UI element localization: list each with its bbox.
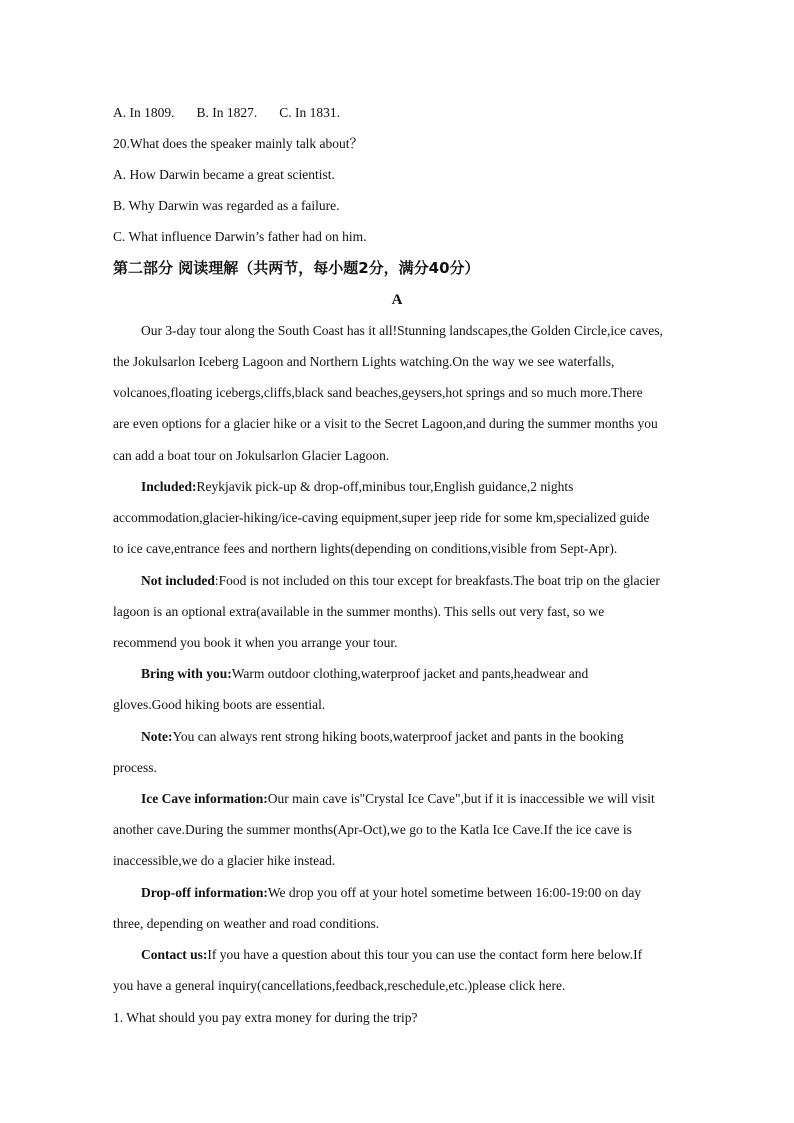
section-heading: 第二部分 阅读理解（共两节，每小题2分，满分40分） [113,259,480,277]
q20-option-b: B. Why Darwin was regarded as a failure. [113,198,340,213]
bring-label: Bring with you: [141,666,232,681]
q19-option-a: A. In 1809. [113,105,175,120]
q20-question: 20.What does the speaker mainly talk about？ [113,136,364,151]
q19-options [113,104,340,122]
contact-line: you have a general inquiry(cancellations,feedback,reschedule,etc.)please click here. [113,978,566,993]
ice-cave-line: another cave.During the summer months(Apr-Oct),we go to the Katla Ice Cave.If the ice cave is [113,822,632,837]
contact-line: Contact us:If you have a question about this tour you can use the contact form here below.If [141,947,643,962]
intro-line: volcanoes,floating icebergs,cliffs,black sand beaches,geysers,hot springs and so much more.There [113,385,643,400]
included-label: Included: [141,479,197,494]
included-line: to ice cave,entrance fees and northern lights(depending on conditions,visible from Sept-Apr). [113,541,618,556]
drop-off-label: Drop-off information: [141,885,268,900]
not-included-line: lagoon is an optional extra(available in the summer months). This sells out very fast, so we [113,604,605,619]
included-line: Included:Reykjavik pick-up & drop-off,minibus tour,English guidance,2 nights [141,479,574,494]
q20-option-c: C. What influence Darwin’s father had on him. [113,229,367,244]
q20-option-a: A. How Darwin became a great scientist. [113,167,335,182]
intro-line: the Jokulsarlon Iceberg Lagoon and Northern Lights watching.On the way we see waterfalls, [113,354,615,369]
intro-line: Our 3-day tour along the South Coast has it all!Stunning landscapes,the Golden Circle,ice caves, [141,323,663,338]
q19-option-c: C. In 1831. [279,105,340,120]
ice-cave-line: Ice Cave information:Our main cave is"Crystal Ice Cave",but if it is inaccessible we will visit [141,791,655,806]
not-included-line: recommend you book it when you arrange your tour. [113,635,398,650]
ice-cave-label: Ice Cave information: [141,791,268,806]
q19-option-b: B. In 1827. [196,105,258,120]
note-line: Note:You can always rent strong hiking boots,waterproof jacket and pants in the booking [141,729,624,744]
passage-title: A [391,292,403,308]
ice-cave-line: inaccessible,we do a glacier hike instead. [113,853,336,868]
bring-line: gloves.Good hiking boots are essential. [113,697,326,712]
not-included-label: Not included [141,573,215,588]
drop-off-line: three, depending on weather and road conditions. [113,916,380,931]
included-line: accommodation,glacier-hiking/ice-caving equipment,super jeep ride for some km,specialized guide [113,510,650,525]
note-label: Note: [141,729,173,744]
contact-label: Contact us: [141,947,208,962]
intro-line: can add a boat tour on Jokulsarlon Glacier Lagoon. [113,448,390,463]
not-included-line: Not included:Food is not included on this tour except for breakfasts.The boat trip on the glacier [141,573,660,588]
drop-off-line: Drop-off information:We drop you off at your hotel sometime between 16:00-19:00 on day [141,885,642,900]
q1-question: 1. What should you pay extra money for during the trip? [113,1010,418,1025]
intro-line: are even options for a glacier hike or a visit to the Secret Lagoon,and during the summer months you [113,416,658,431]
bring-line: Bring with you:Warm outdoor clothing,waterproof jacket and pants,headwear and [141,666,589,681]
note-line: process. [113,760,157,775]
